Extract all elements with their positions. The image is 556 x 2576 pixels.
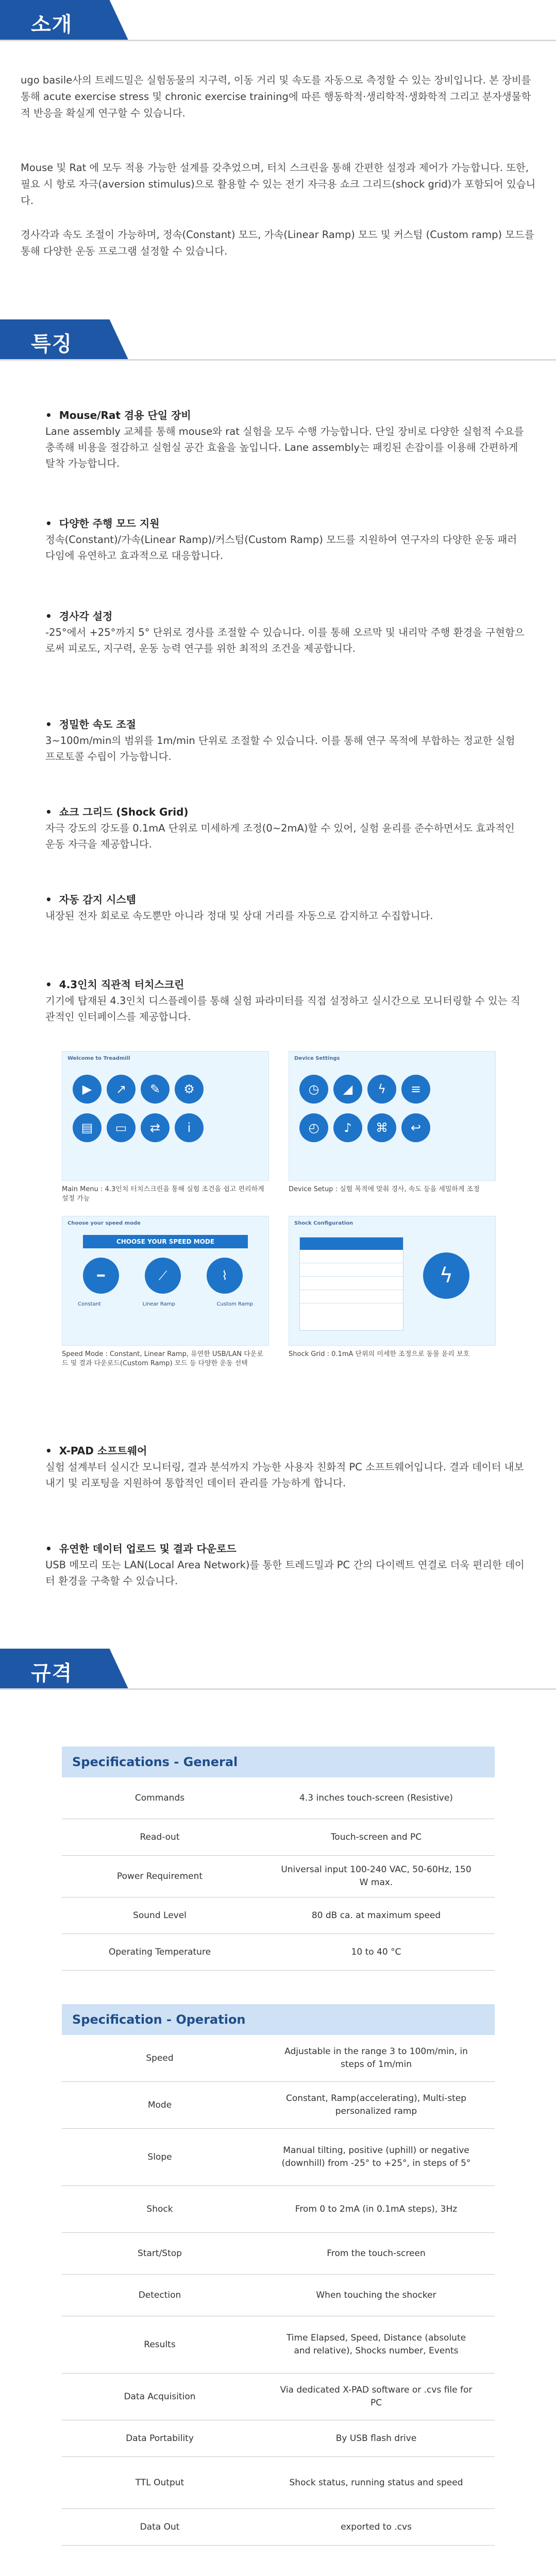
spec-value: 80 dB ca. at maximum speed (311, 1910, 441, 1921)
intro-paragraph: 경사각과 속도 조절이 가능하며, 정속(Constant) 모드, 가속(Linear Ramp) 모드 및 커스텀 (Custom ramp) 모드를 통해 다양한 운동 프로그램 설정할 수 있습니다. (21, 229, 534, 257)
spec-value: Adjustable in the range 3 to 100m/min, in steps of 1m/min (284, 2046, 468, 2070)
spec-value: 4.3 inches touch-screen (Resistive) (299, 1792, 453, 1803)
constant-mode-icon: ━ (83, 1258, 119, 1294)
spec-key: Detection (138, 2290, 181, 2300)
spec-table-title: Specifications - General (62, 1747, 495, 1777)
spec-key: Speed (146, 2053, 174, 2063)
divider (0, 1688, 556, 1690)
shock-icon: ϟ (367, 1075, 396, 1104)
feature-title: • 유연한 데이터 업로드 및 결과 다운로드 (45, 1540, 237, 1555)
play-icon: ▶ (73, 1075, 102, 1104)
table-row (62, 2082, 495, 2129)
spec-key: Shock (146, 2204, 173, 2214)
screen-shock-grid (289, 1216, 496, 1346)
table-row (62, 1897, 495, 1934)
mode-label: Custom Ramp (216, 1301, 253, 1307)
section-title: 소개 (31, 13, 73, 37)
screen-title: Choose your speed mode (68, 1221, 141, 1226)
spec-key: Read-out (140, 1832, 180, 1842)
spec-value: Via dedicated X-PAD software or .cvs file for PC (280, 2385, 473, 2408)
spec-value: Shock status, running status and speed (289, 2477, 463, 2488)
spec-value: Universal input 100-240 VAC, 50-60Hz, 150 W max. (281, 1865, 471, 1888)
intro-paragraph: Mouse 및 Rat 에 모두 적용 가능한 설계를 갖추었으며, 터치 스크린을 통해 간편한 설정과 제어가 가능합니다. 또한, 필요 시 항로 자극(aversion stimulus)으로 활용할 수 있는 전기 자극용 쇼크 그리드(shock grid)가 포함되어 있습니다. (21, 162, 536, 207)
feature-body: 3~100m/min의 범위를 1m/min 단위로 조절할 수 있습니다. 이를 통해 연구 목적에 부합하는 정교한 실험 프로토콜 수립이 가능합니다. (45, 735, 515, 762)
feature-title: • Mouse/Rat 겸용 단일 장비 (45, 407, 191, 422)
spec-key: Data Portability (126, 2433, 194, 2444)
spec-key: Data Out (140, 2522, 180, 2532)
spec-value: Constant, Ramp(accelerating), Multi-step personalized ramp (285, 2093, 467, 2116)
back-icon: ↩ (401, 1113, 430, 1142)
spec-value: When touching the shocker (316, 2290, 436, 2300)
spec-key: Operating Temperature (108, 1947, 211, 1957)
table-row (62, 2233, 495, 2275)
feature-title: • 자동 감지 시스템 (45, 891, 136, 906)
table-row (62, 1934, 495, 1971)
feature-body: 기기에 탑재된 4.3인치 디스플레이를 통해 실험 파라미터를 직접 설정하고 실시간으로 모니터링할 수 있는 직관적인 인터페이스를 제공합니다. (45, 995, 520, 1023)
spec-value: exported to .cvs (341, 2521, 412, 2532)
spec-table-title: Specification - Operation (62, 2004, 495, 2035)
spec-key: Power Requirement (116, 1871, 203, 1882)
spec-value (258, 2546, 495, 2576)
table-row (62, 1856, 495, 1897)
intro-paragraph: ugo basile사의 트레드밀은 실험동물의 지구력, 이동 거리 및 속도를 자동으로 측정할 수 있는 장비입니다. 본 장비를 통해 acute exercise stress 및 chronic exercise training에 따른 행동학적·생리학적·생화학적 그리고 분자생물학적 반응을 확실게 연구할 수 있습니다. (21, 74, 531, 119)
table-row (62, 2275, 495, 2316)
usb-icon: ⇄ (141, 1113, 170, 1142)
ramp-icon: ↗ (107, 1075, 136, 1104)
feature-title: • 정밀한 속도 조절 (45, 716, 136, 731)
table-row (62, 2374, 495, 2420)
table-row (62, 2129, 495, 2186)
spec-value: Touch-screen and PC (330, 1832, 422, 1842)
screen-caption: Main Menu : 4.3인치 터치스크린을 통해 실험 조건을 쉽고 편리하게 설정 가능 (62, 1185, 264, 1202)
section-title: 특징 (31, 332, 73, 356)
table-row (62, 2420, 495, 2457)
screen-title: Welcome to Treadmill (68, 1056, 130, 1061)
mode-label: Linear Ramp (142, 1301, 175, 1307)
spec-key: Slope (147, 2152, 172, 2162)
spec-key: Sound Level (133, 1910, 187, 1921)
feature-title: • 4.3인치 직관적 터치스크린 (45, 976, 184, 991)
feature-title: • 다양한 주행 모드 지원 (45, 515, 160, 530)
spec-value: From 0 to 2mA (in 0.1mA steps), 3Hz (295, 2204, 458, 2214)
slope-icon: ◢ (333, 1075, 362, 1104)
section-header-features (0, 319, 556, 361)
spec-table-general (62, 1747, 495, 1971)
clock-icon: ◴ (299, 1113, 328, 1142)
speed-mode-banner: CHOOSE YOUR SPEED MODE (83, 1235, 248, 1248)
feature-body: USB 메모리 또는 LAN(Local Area Network)를 통한 트레드밀과 PC 간의 다이렉트 연결로 더욱 편리한 데이터 환경을 구축할 수 있습니다. (45, 1559, 525, 1587)
folder-icon: ▭ (107, 1113, 136, 1142)
feature-body: 정속(Constant)/가속(Linear Ramp)/커스텀(Custom Ramp) 모드를 지원하여 연구자의 다양한 운동 패러다임에 유연하고 효과적으로 대응합니다. (45, 534, 517, 562)
spec-value: 10 to 40 °C (351, 1946, 401, 1957)
feature-title: • 경사각 설정 (45, 608, 112, 623)
spec-key: Results (144, 2340, 176, 2350)
spec-value: By USB flash drive (335, 2433, 417, 2444)
linear-ramp-icon: ⟋ (145, 1258, 181, 1294)
section-header-intro (0, 0, 556, 41)
table-row (62, 2509, 495, 2546)
divider (0, 40, 556, 41)
spec-key: Mode (147, 2100, 172, 2110)
screen-title: Shock Configuration (294, 1221, 353, 1226)
table-row (62, 1819, 495, 1856)
spec-key: Commands (134, 1793, 185, 1803)
screen-main-menu (62, 1051, 269, 1181)
feature-body: 실험 설계부터 실시간 모니터링, 결과 분석까지 가능한 사용자 친화적 PC 소프트웨어입니다. 결과 데이터 내보내기 및 리포팅을 지원하여 통합적인 데이터 관리를 가능하게 합니다. (45, 1461, 524, 1489)
spec-key: Start/Stop (138, 2248, 182, 2259)
feature-title: • X-PAD 소프트웨어 (45, 1443, 147, 1458)
wrench-icon: ✎ (141, 1075, 170, 1104)
table-row (62, 1777, 495, 1819)
feature-title: • 쇼크 그리드 (Shock Grid) (45, 804, 189, 819)
chart-icon: ▤ (73, 1113, 102, 1142)
gear-icon: ⚙ (175, 1075, 204, 1104)
screen-caption: Shock Grid : 0.1mA 단위의 미세한 조정으로 동물 윤리 보호 (289, 1350, 470, 1358)
table-row (62, 2316, 495, 2374)
divider (0, 359, 556, 361)
table-row (62, 2186, 495, 2233)
table-row (62, 2546, 495, 2576)
mode-label: Constant (78, 1301, 101, 1307)
feature-body: 내장된 전자 회로로 속도뿐만 아니라 정대 및 상대 거리를 자동으로 감지하고 수집합니다. (45, 910, 433, 922)
section-header-specs (0, 1649, 556, 1690)
spec-key (62, 2546, 258, 2576)
screen-title: Device Settings (294, 1056, 340, 1061)
screen-device-settings (289, 1051, 496, 1181)
feature-body: Lane assembly 교체를 통해 mouse와 rat 실험을 모두 수행 가능합니다. 단일 장비로 다양한 실험적 수요를 충족해 비용을 절감하고 실험실 공간 효율을 높입니다. Lane assembly는 패킹된 손잡이를 이용해 간편하게 탈착 가능합니다. (45, 426, 524, 469)
spec-value: Time Elapsed, Speed, Distance (absolute and relative), Shocks number, Events (286, 2333, 466, 2356)
lan-icon: ⌘ (367, 1113, 396, 1142)
custom-ramp-icon: ⌇ (207, 1258, 243, 1294)
spec-value: Manual tilting, positive (uphill) or negative (downhill) from -25° to +25°, in steps of 5° (281, 2145, 471, 2168)
table-row (62, 2035, 495, 2082)
spec-key: Data Acquisition (124, 2392, 196, 2402)
shock-table (299, 1237, 403, 1331)
screen-caption: Device Setup : 실험 목적에 맞춰 경사, 속도 등을 세밀하게 조정 (289, 1185, 480, 1193)
speed-icon: ◷ (299, 1075, 328, 1104)
sound-icon: ♪ (333, 1113, 362, 1142)
feature-body: 자극 강도의 강도를 0.1mA 단위로 미세하게 조정(0~2mA)할 수 있어, 실험 윤리를 준수하면서도 효과적인 운동 자극을 제공합니다. (45, 822, 515, 850)
table-row (62, 2457, 495, 2509)
spec-value: From the touch-screen (327, 2248, 426, 2259)
spec-table-operation (62, 2004, 495, 2576)
screen-caption: Speed Mode : Constant, Linear Ramp, 유연한 USB/LAN 다운로드 및 결과 다운로드(Custom Ramp) 모드 등 다양한 운동 선택 (62, 1350, 263, 1367)
info-icon: i (175, 1113, 204, 1142)
feature-body: -25°에서 +25°까지 5° 단위로 경사를 조절할 수 있습니다. 이를 통해 오르막 및 내리막 주행 환경을 구현함으로써 피로도, 지구력, 운동 능력 연구를 위한 최적의 조건을 제공합니다. (45, 626, 525, 654)
section-title: 규격 (31, 1662, 73, 1685)
shock-icon: ϟ (423, 1252, 469, 1299)
spec-key: TTL Output (135, 2478, 184, 2488)
lane-icon: ≡ (401, 1075, 430, 1104)
screen-speed-mode (62, 1216, 269, 1346)
